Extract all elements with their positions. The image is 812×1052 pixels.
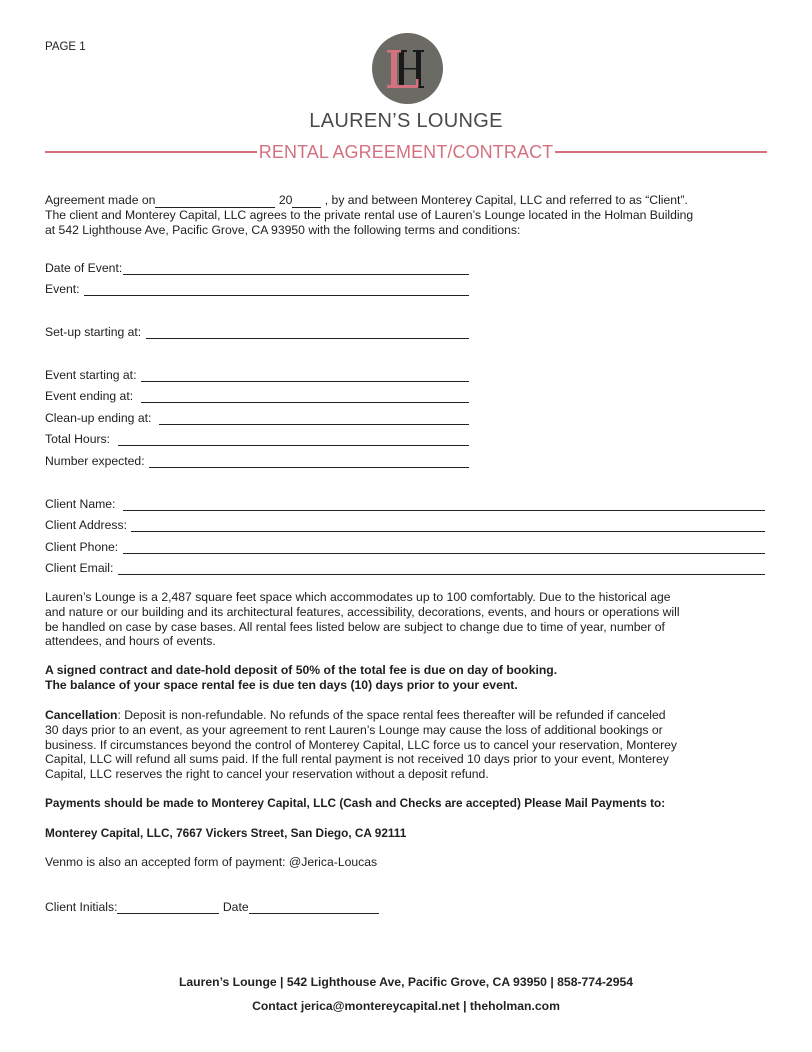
field-input[interactable] — [159, 412, 469, 425]
space-line: be handled on case by case bases. All rental fees listed below are subject to change due to time of year, number of — [45, 619, 665, 634]
event-start-field[interactable] — [45, 366, 469, 382]
deposit-line: The balance of your space rental fee is due ten days (10) days prior to your event. — [45, 677, 518, 692]
space-line: Lauren’s Lounge is a 2,487 square feet space which accommodates up to 100 comfortably. Due to the historical age — [45, 590, 671, 604]
cancellation-first-line — [45, 708, 770, 723]
field-label: Date of Event: — [45, 261, 123, 275]
field-label: Number expected: — [45, 454, 148, 468]
cancellation-line: business. If circumstances beyond the control of Monterey Capital, LLC force us to cancel your reservation, Monterey — [45, 737, 678, 752]
space-line: attendees, and hours of events. — [45, 634, 216, 649]
client-name-field[interactable] — [45, 495, 765, 511]
deposit-terms — [45, 663, 770, 693]
field-input[interactable] — [118, 433, 469, 446]
space-description — [45, 590, 770, 649]
payments-note: Payments should be made to Monterey Capital, LLC (Cash and Checks are accepted) Please Mail Payments to: — [45, 796, 666, 810]
field-input[interactable] — [149, 455, 469, 468]
field-input[interactable] — [131, 519, 765, 532]
field-input[interactable] — [141, 369, 469, 382]
cancellation-line: 30 days prior to an event, as your agreement to rent Lauren’s Lounge may cause the loss of additional bookings or — [45, 722, 663, 737]
client-email-field[interactable] — [45, 559, 765, 575]
cleanup-end-field[interactable] — [45, 409, 469, 425]
field-label: Client Address: — [45, 518, 131, 532]
footer-address: Lauren’s Lounge | 542 Lighthouse Ave, Pacific Grove, CA 93950 | 858-774-2954 — [178, 975, 634, 989]
cancellation-line: Capital, LLC will refund all sums paid. If the full rental payment is not received 10 days prior to your event, Monterey — [45, 752, 669, 767]
client-phone-field[interactable] — [45, 538, 765, 554]
date-label: Date — [219, 900, 249, 914]
number-expected-field[interactable] — [45, 452, 469, 468]
cancellation-text: : Deposit is non-refundable. No refunds of the space rental fees thereafter will be refunded if canceled — [117, 708, 666, 722]
field-label: Event: — [45, 282, 83, 296]
title-rule-right — [555, 151, 767, 153]
signoff-date-input[interactable] — [249, 901, 379, 914]
client-initials-label: Client Initials: — [45, 900, 118, 914]
field-input[interactable] — [123, 262, 469, 275]
agreement-date-input[interactable] — [155, 195, 275, 208]
field-input[interactable] — [123, 498, 765, 511]
venmo-note: Venmo is also an accepted form of payment: @Jerica-Loucas — [45, 855, 378, 869]
field-label: Client Email: — [45, 561, 117, 575]
field-input[interactable] — [146, 326, 469, 339]
intro-line-1 — [45, 193, 770, 208]
title-rule-left — [45, 151, 257, 153]
event-field[interactable] — [45, 280, 469, 296]
signoff-row — [45, 900, 379, 914]
field-label: Event starting at: — [45, 368, 140, 382]
cancellation-policy — [45, 708, 770, 782]
field-label: Client Name: — [45, 497, 123, 511]
field-label: Set-up starting at: — [45, 325, 145, 339]
event-end-field[interactable] — [45, 387, 469, 403]
client-address-field[interactable] — [45, 516, 765, 532]
intro-text-end: , by and between Monterey Capital, LLC and referred to as “Client”. — [321, 193, 688, 207]
brand-name: LAUREN’S LOUNGE — [309, 110, 503, 132]
field-label: Client Phone: — [45, 540, 122, 554]
cancellation-heading: Cancellation — [45, 708, 118, 722]
field-label: Total Hours: — [45, 432, 117, 446]
field-input[interactable] — [84, 283, 469, 296]
intro-line-3: at 542 Lighthouse Ave, Pacific Grove, CA 93950 with the following terms and conditions: — [45, 222, 521, 237]
deposit-line: A signed contract and date-hold deposit of 50% of the total fee is due on day of booking. — [45, 663, 558, 677]
total-hours-field[interactable] — [45, 430, 469, 446]
footer-contact: Contact jerica@montereycapital.net | theholman.com — [252, 999, 560, 1013]
field-label: Clean-up ending at: — [45, 411, 159, 425]
client-initials-input[interactable] — [117, 901, 219, 914]
field-input[interactable] — [118, 562, 765, 575]
intro-year-prefix: 20 — [275, 193, 293, 207]
field-input[interactable] — [141, 390, 469, 403]
logo-monogram-icon — [372, 33, 443, 104]
cancellation-line: Capital, LLC reserves the right to cancel your reservation without a deposit refund. — [45, 767, 489, 782]
intro-line-2: The client and Monterey Capital, LLC agrees to the private rental use of Lauren’s Lounge located in the Holman Building — [45, 207, 694, 222]
intro-text-start: Agreement made on — [45, 193, 156, 207]
setup-start-field[interactable] — [45, 323, 469, 339]
agreement-intro — [45, 193, 770, 237]
date-of-event-field[interactable] — [45, 259, 469, 275]
field-input[interactable] — [123, 541, 765, 554]
space-line: and nature or our building and its architectural features, accessibility, decorations, events, and hours or operations will — [45, 604, 680, 619]
agreement-year-input[interactable] — [292, 195, 321, 208]
field-label: Event ending at: — [45, 389, 140, 403]
mailing-address: Monterey Capital, LLC, 7667 Vickers Street, San Diego, CA 92111 — [45, 826, 407, 840]
document-title-row — [45, 141, 767, 163]
lh-monogram-logo — [372, 33, 443, 104]
document-title: RENTAL AGREEMENT/CONTRACT — [258, 141, 554, 162]
page-number: PAGE 1 — [45, 41, 86, 53]
